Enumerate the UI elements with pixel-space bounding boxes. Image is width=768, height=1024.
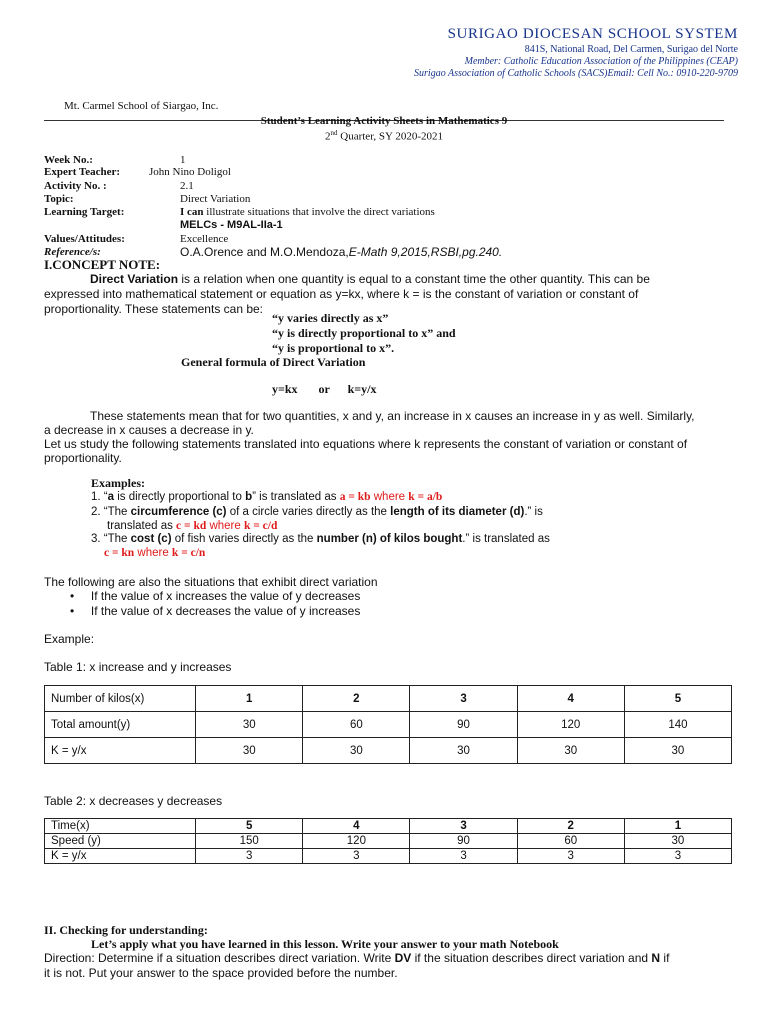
table-cell: 3 <box>410 819 517 834</box>
table-row <box>45 686 732 712</box>
row-label-cell: K = y/x <box>45 738 196 764</box>
checking-heading: II. Checking for understanding: <box>44 923 208 937</box>
teacher-label: Expert Teacher: <box>44 166 121 178</box>
table-cell: 4 <box>303 819 410 834</box>
table-cell: 1 <box>196 686 303 712</box>
table-row <box>45 819 732 834</box>
table-cell: 60 <box>303 712 410 738</box>
table-cell: 5 <box>196 819 303 834</box>
table-cell: 90 <box>410 712 517 738</box>
table2-caption: Table 2: x decreases y decreases <box>44 794 223 808</box>
concept-paragraph-line3: proportionality. These statements can be: <box>44 302 264 316</box>
table-cell: 4 <box>517 686 624 712</box>
school-name: Mt. Carmel School of Siargao, Inc. <box>64 100 219 112</box>
table-row <box>45 834 732 849</box>
header-address: 841S, National Road, Del Carmen, Surigao del Norte <box>524 44 738 55</box>
topic-value: Direct Variation <box>180 193 251 205</box>
table-cell: 140 <box>624 712 731 738</box>
table-cell: 120 <box>303 834 410 849</box>
table-cell: 30 <box>624 834 731 849</box>
quarter: 2nd Quarter, SY 2020-2021 <box>325 129 443 143</box>
reference-label: Reference/s: <box>44 246 101 258</box>
paragraph-3: Let us study the following statements translated into equations where k represents the constant of variation or constant of <box>44 437 688 451</box>
table-cell: 30 <box>303 738 410 764</box>
reference-value: O.A.Orence and M.O.Mendoza,E-Math 9,2015,RSBI,pg.240. <box>180 245 503 259</box>
table-cell: 3 <box>303 849 410 864</box>
table-cell: 3 <box>624 849 731 864</box>
week-value: 1 <box>180 154 186 166</box>
paragraph-2: These statements mean that for two quantities, x and y, an increase in x causes an increase in y as well. Similarly, <box>90 409 695 423</box>
table-cell: 30 <box>517 738 624 764</box>
table-cell: 3 <box>410 849 517 864</box>
table-row <box>45 712 732 738</box>
target-label: Learning Target: <box>44 206 125 218</box>
statement-3: “y is proportional to x”. <box>272 341 395 355</box>
table-row <box>45 849 732 864</box>
direction: Direction: Determine if a situation describes direct variation. Write DV if the situation describes direct variation and N if <box>44 951 670 965</box>
sheet-title: Student’s Learning Activity Sheets in Mathematics 9 <box>260 115 508 127</box>
direction-line2: it is not. Put your answer to the space provided before the number. <box>44 966 398 980</box>
table-cell: 5 <box>624 686 731 712</box>
table-cell: 2 <box>303 686 410 712</box>
example-1: 1. “a is directly proportional to b” is translated as a = kb where k = a/b <box>91 491 443 503</box>
row-label-cell: K = y/x <box>45 849 196 864</box>
example-2: 2. “The circumference (c) of a circle varies directly as the length of its diameter (d).” is <box>91 506 543 518</box>
row-label-cell: Total amount(y) <box>45 712 196 738</box>
example-2-line2: translated as c = kd where k = c/d <box>107 520 278 532</box>
row-label-cell: Number of kilos(x) <box>45 686 196 712</box>
example-3-line2: c = kn where k = c/n <box>104 547 206 559</box>
table-cell: 30 <box>624 738 731 764</box>
activity-value: 2.1 <box>180 180 194 192</box>
example-3: 3. “The cost (c) of fish varies directly as the number (n) of kilos bought.” is translated as <box>91 533 550 545</box>
target-value: I can illustrate situations that involve the direct variations <box>180 206 435 218</box>
table-cell: 30 <box>196 712 303 738</box>
teacher-value: John Nino Doligol <box>149 166 231 178</box>
paragraph-3-line2: proportionality. <box>44 451 122 465</box>
table-cell: 1 <box>624 819 731 834</box>
formula: y=kx or k=y/x <box>272 382 377 396</box>
melcs-code: MELCs - M9AL-IIa-1 <box>180 219 283 231</box>
examples-heading: Examples: <box>91 476 145 490</box>
table-cell: 90 <box>410 834 517 849</box>
bullet-1: • If the value of x increases the value of y decreases <box>70 589 361 603</box>
table1-caption: Table 1: x increase and y increases <box>44 660 232 674</box>
table-row <box>45 738 732 764</box>
table-cell: 30 <box>410 738 517 764</box>
week-label: Week No.: <box>44 154 93 166</box>
topic-label: Topic: <box>44 193 74 205</box>
formula-heading: General formula of Direct Variation <box>181 355 366 369</box>
header-association: Surigao Association of Catholic Schools (SACS)Email: Cell No.: 0910-220-9709 <box>414 68 738 79</box>
concept-heading: I.CONCEPT NOTE: <box>44 257 161 272</box>
values-value: Excellence <box>180 233 229 245</box>
concept-paragraph: Direct Variation is a relation when one quantity is equal to a constant time the other quantity. This can be <box>90 272 650 286</box>
table-cell: 30 <box>196 738 303 764</box>
school-system-title: SURIGAO DIOCESAN SCHOOL SYSTEM <box>447 26 738 42</box>
table-1 <box>44 685 732 764</box>
paragraph-2-line2: a decrease in x causes a decrease in y. <box>44 423 254 437</box>
situations-intro: The following are also the situations that exhibit direct variation <box>44 575 378 589</box>
statement-2: “y is directly proportional to x” and <box>272 326 456 340</box>
bullet-2: • If the value of x decreases the value of y increases <box>70 604 361 618</box>
table-cell: 2 <box>517 819 624 834</box>
activity-label: Activity No. : <box>44 180 107 192</box>
table-cell: 3 <box>410 686 517 712</box>
values-label: Values/Attitudes: <box>44 233 125 245</box>
checking-subheading: Let’s apply what you have learned in this lesson. Write your answer to your math Notebook <box>91 937 559 951</box>
table-cell: 120 <box>517 712 624 738</box>
row-label-cell: Time(x) <box>45 819 196 834</box>
row-label-cell: Speed (y) <box>45 834 196 849</box>
table-cell: 150 <box>196 834 303 849</box>
example-label: Example: <box>44 632 95 646</box>
header-member: Member: Catholic Education Association of the Philippines (CEAP) <box>464 56 738 67</box>
statement-1: “y varies directly as x” <box>272 311 389 325</box>
table-2 <box>44 818 732 864</box>
table-cell: 60 <box>517 834 624 849</box>
table-cell: 3 <box>517 849 624 864</box>
table-cell: 3 <box>196 849 303 864</box>
concept-paragraph-line2: expressed into mathematical statement or equation as y=kx, where k = is the constant of variation or constant of <box>44 287 639 301</box>
